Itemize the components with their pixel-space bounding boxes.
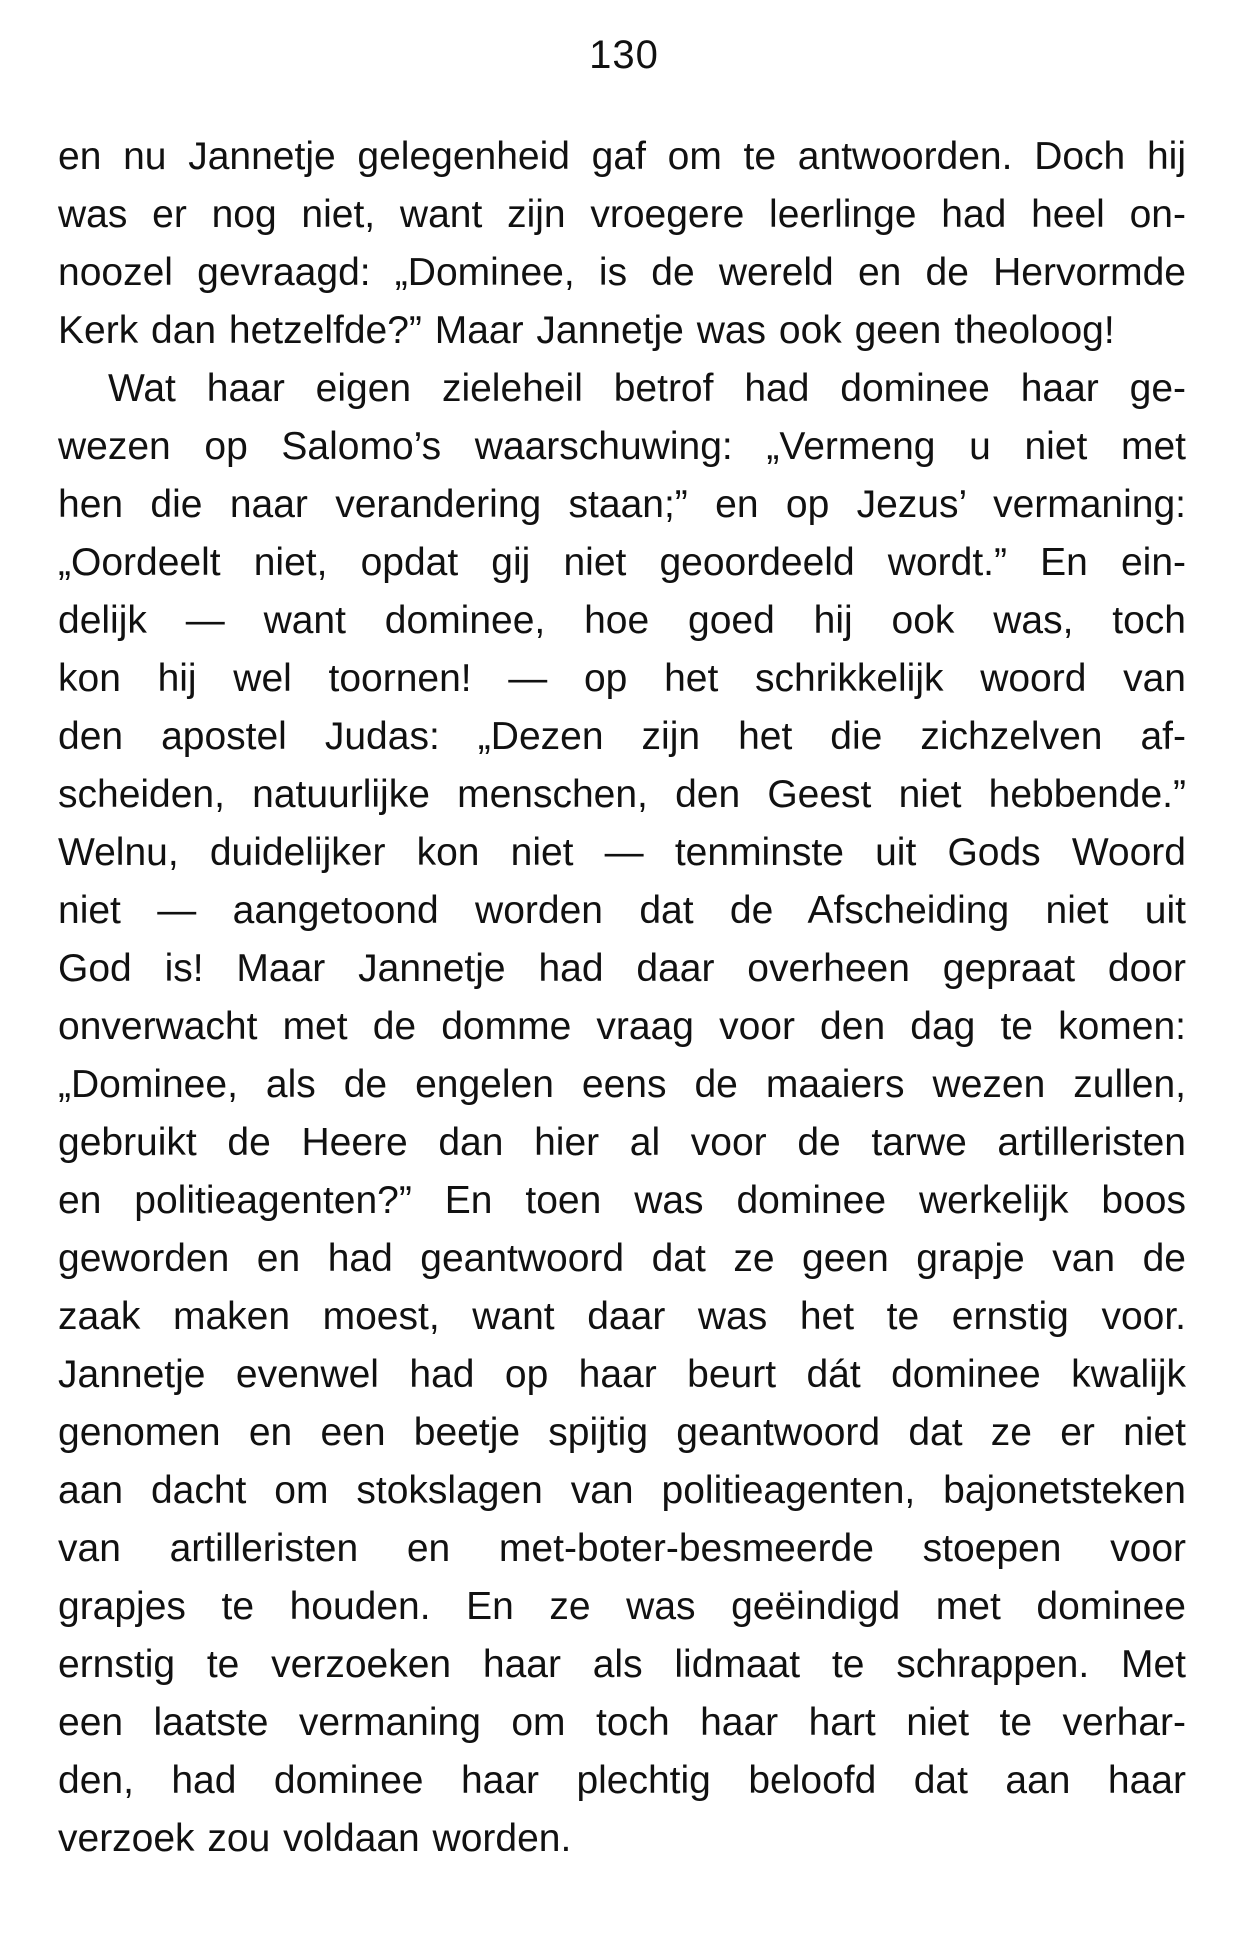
text-line: niet — aangetoond worden dat de Afscheiding niet uit — [58, 889, 1186, 932]
text-line: den apostel Judas: „Dezen zijn het die zichzelven af- — [58, 715, 1186, 758]
body-text — [58, 128, 1186, 1868]
text-line: geworden en had geantwoord dat ze geen grapje van de — [58, 1237, 1186, 1280]
text-line: grapjes te houden. En ze was geëindigd met dominee — [58, 1585, 1186, 1628]
text-line: scheiden, natuurlijke menschen, den Geest niet hebbende.” — [58, 773, 1186, 816]
text-line: „Oordeelt niet, opdat gij niet geoordeeld wordt.” En ein- — [58, 541, 1186, 584]
text-line: kon hij wel toornen! — op het schrikkelijk woord van — [58, 657, 1186, 700]
text-line: den, had dominee haar plechtig beloofd dat aan haar — [58, 1759, 1186, 1802]
text-line: was er nog niet, want zijn vroegere leerlinge had heel on- — [58, 193, 1186, 236]
text-line: hen die naar verandering staan;” en op Jezus’ vermaning: — [58, 483, 1186, 526]
text-line: Kerk dan hetzelfde?” Maar Jannetje was ook geen theoloog! — [58, 309, 1115, 352]
text-line: Jannetje evenwel had op haar beurt dát dominee kwalijk — [58, 1353, 1186, 1396]
paragraph-start-line: Wat haar eigen zieleheil betrof had dominee haar ge- — [108, 367, 1186, 410]
text-line: gebruikt de Heere dan hier al voor de tarwe artilleristen — [58, 1121, 1186, 1164]
text-line: een laatste vermaning om toch haar hart niet te verhar- — [58, 1701, 1186, 1744]
text-line: onverwacht met de domme vraag voor den dag te komen: — [58, 1005, 1186, 1048]
text-line: noozel gevraagd: „Dominee, is de wereld en de Hervormde — [58, 251, 1186, 294]
text-line: ernstig te verzoeken haar als lidmaat te schrappen. Met — [58, 1643, 1186, 1686]
text-line: Welnu, duidelijker kon niet — tenminste uit Gods Woord — [58, 831, 1186, 874]
text-line: zaak maken moest, want daar was het te ernstig voor. — [58, 1295, 1186, 1338]
text-line: God is! Maar Jannetje had daar overheen gepraat door — [58, 947, 1186, 990]
text-line: en politieagenten?” En toen was dominee werkelijk boos — [58, 1179, 1186, 1222]
text-line: genomen en een beetje spijtig geantwoord dat ze er niet — [58, 1411, 1186, 1454]
text-line: delijk — want dominee, hoe goed hij ook was, toch — [58, 599, 1186, 642]
text-line: wezen op Salomo’s waarschuwing: „Vermeng u niet met — [58, 425, 1186, 468]
text-line: van artilleristen en met-boter-besmeerde stoepen voor — [58, 1527, 1186, 1570]
text-line: aan dacht om stokslagen van politieagenten, bajonetsteken — [58, 1469, 1186, 1512]
text-line: verzoek zou voldaan worden. — [58, 1817, 572, 1860]
page-number: 130 — [589, 33, 659, 77]
text-line: „Dominee, als de engelen eens de maaiers wezen zullen, — [58, 1063, 1186, 1106]
text-line: en nu Jannetje gelegenheid gaf om te antwoorden. Doch hij — [58, 135, 1186, 178]
